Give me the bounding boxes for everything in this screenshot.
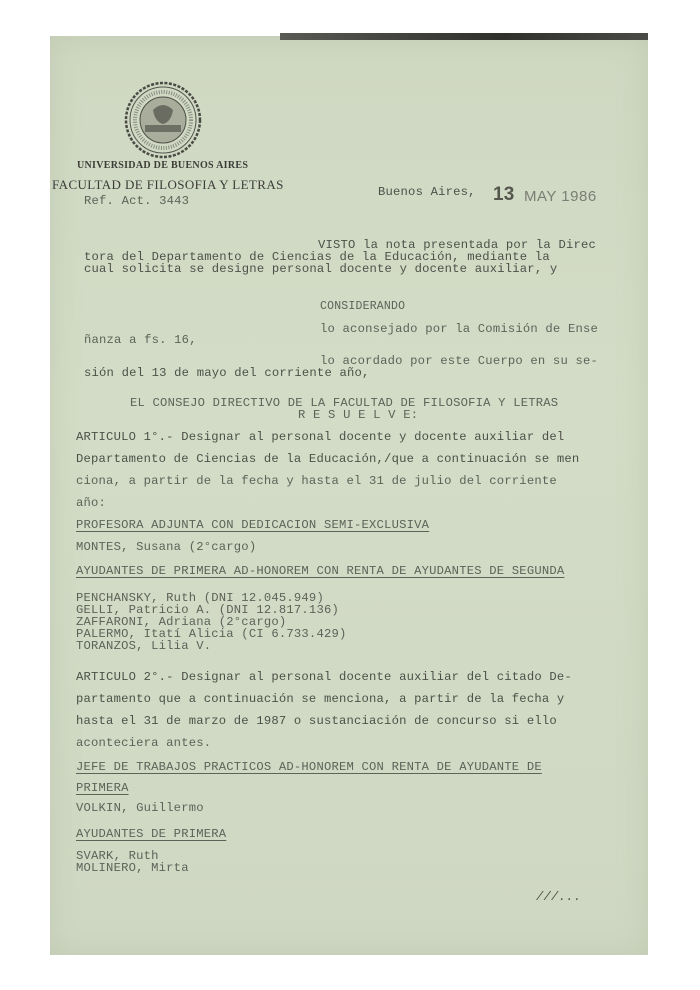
visto-line-3: cual solicita se designe personal docente y docente auxiliar, y (84, 262, 558, 276)
university-seal-icon (123, 80, 203, 160)
considerando-line-1: lo aconsejado por la Comisión de Ense (320, 322, 599, 336)
articulo2-line-4: aconteciera antes. (76, 736, 212, 750)
appointee-name: VOLKIN, Guillermo (76, 801, 204, 815)
appointee-name: PALERMO, Itatí Alicia (CI 6.733.429) (76, 627, 347, 641)
reference-number: Ref. Act. 3443 (84, 194, 190, 208)
articulo1-line-1: ARTICULO 1°.- Designar al personal docente y docente auxiliar del (76, 430, 565, 444)
considerando-line-2: ñanza a fs. 16, (84, 333, 197, 347)
appointee-name: SVARK, Ruth (76, 849, 159, 863)
section-title-profesora-adjunta: PROFESORA ADJUNTA CON DEDICACION SEMI-EXCLUSIVA (76, 518, 430, 532)
articulo1-line-2: Departamento de Ciencias de la Educación,/que a continuación se men (76, 452, 580, 466)
appointee-name: PENCHANSKY, Ruth (DNI 12.045.949) (76, 591, 324, 605)
university-name: UNIVERSIDAD DE BUENOS AIRES (77, 160, 249, 171)
section-title-ayudantes-primera: AYUDANTES DE PRIMERA (76, 827, 227, 841)
continuation-mark: ///... (536, 890, 582, 904)
date-stamp-day: 13 (493, 184, 515, 205)
council-statement: EL CONSEJO DIRECTIVO DE LA FACULTAD DE FILOSOFIA Y LETRAS (130, 396, 559, 410)
considerando-line-4: sión del 13 de mayo del corriente año, (84, 366, 370, 380)
appointee-name: MONTES, Susana (2°cargo) (76, 540, 257, 554)
section-title-ayudantes-ad-honorem: AYUDANTES DE PRIMERA AD-HONOREM CON RENTA DE AYUDANTES DE SEGUNDA (76, 564, 565, 578)
document-page (50, 36, 648, 955)
articulo2-line-3: hasta el 31 de marzo de 1987 o sustanciación de concurso si ello (76, 714, 557, 728)
place-label: Buenos Aires, (378, 185, 476, 199)
articulo1-line-4: año: (76, 496, 107, 510)
articulo2-line-2: partamento que a continuación se menciona, a partir de la fecha y (76, 692, 565, 706)
faculty-name: FACULTAD DE FILOSOFIA Y LETRAS (52, 177, 284, 192)
visto-line-2: tora del Departamento de Ciencias de la Educación, mediante la (84, 250, 550, 264)
resuelve-heading: R E S U E L V E: (298, 408, 419, 422)
section-title-jefe-trabajos-practicos: JEFE DE TRABAJOS PRACTICOS AD-HONOREM CON RENTA DE AYUDANTE DE (76, 760, 542, 774)
considerando-line-3: lo acordado por este Cuerpo en su se- (320, 354, 599, 368)
appointee-name: GELLI, Patricio A. (DNI 12.817.136) (76, 603, 339, 617)
articulo1-line-3: ciona, a partir de la fecha y hasta el 31 de julio del corriente (76, 474, 557, 488)
section-title-jefe-trabajos-practicos-cont: PRIMERA (76, 781, 129, 795)
appointee-name: TORANZOS, Lilia V. (76, 639, 212, 653)
considerando-heading: CONSIDERANDO (320, 300, 406, 313)
articulo2-line-1: ARTICULO 2°.- Designar al personal docente auxiliar del citado De- (76, 670, 572, 684)
date-stamp-month-year: MAY 1986 (524, 188, 597, 205)
visto-line-1: VISTO la nota presentada por la Direc (318, 238, 597, 252)
appointee-name: ZAFFARONI, Adriana (2°cargo) (76, 615, 287, 629)
appointee-name: MOLINERO, Mirta (76, 861, 189, 875)
page-shadow-edge (280, 33, 648, 40)
